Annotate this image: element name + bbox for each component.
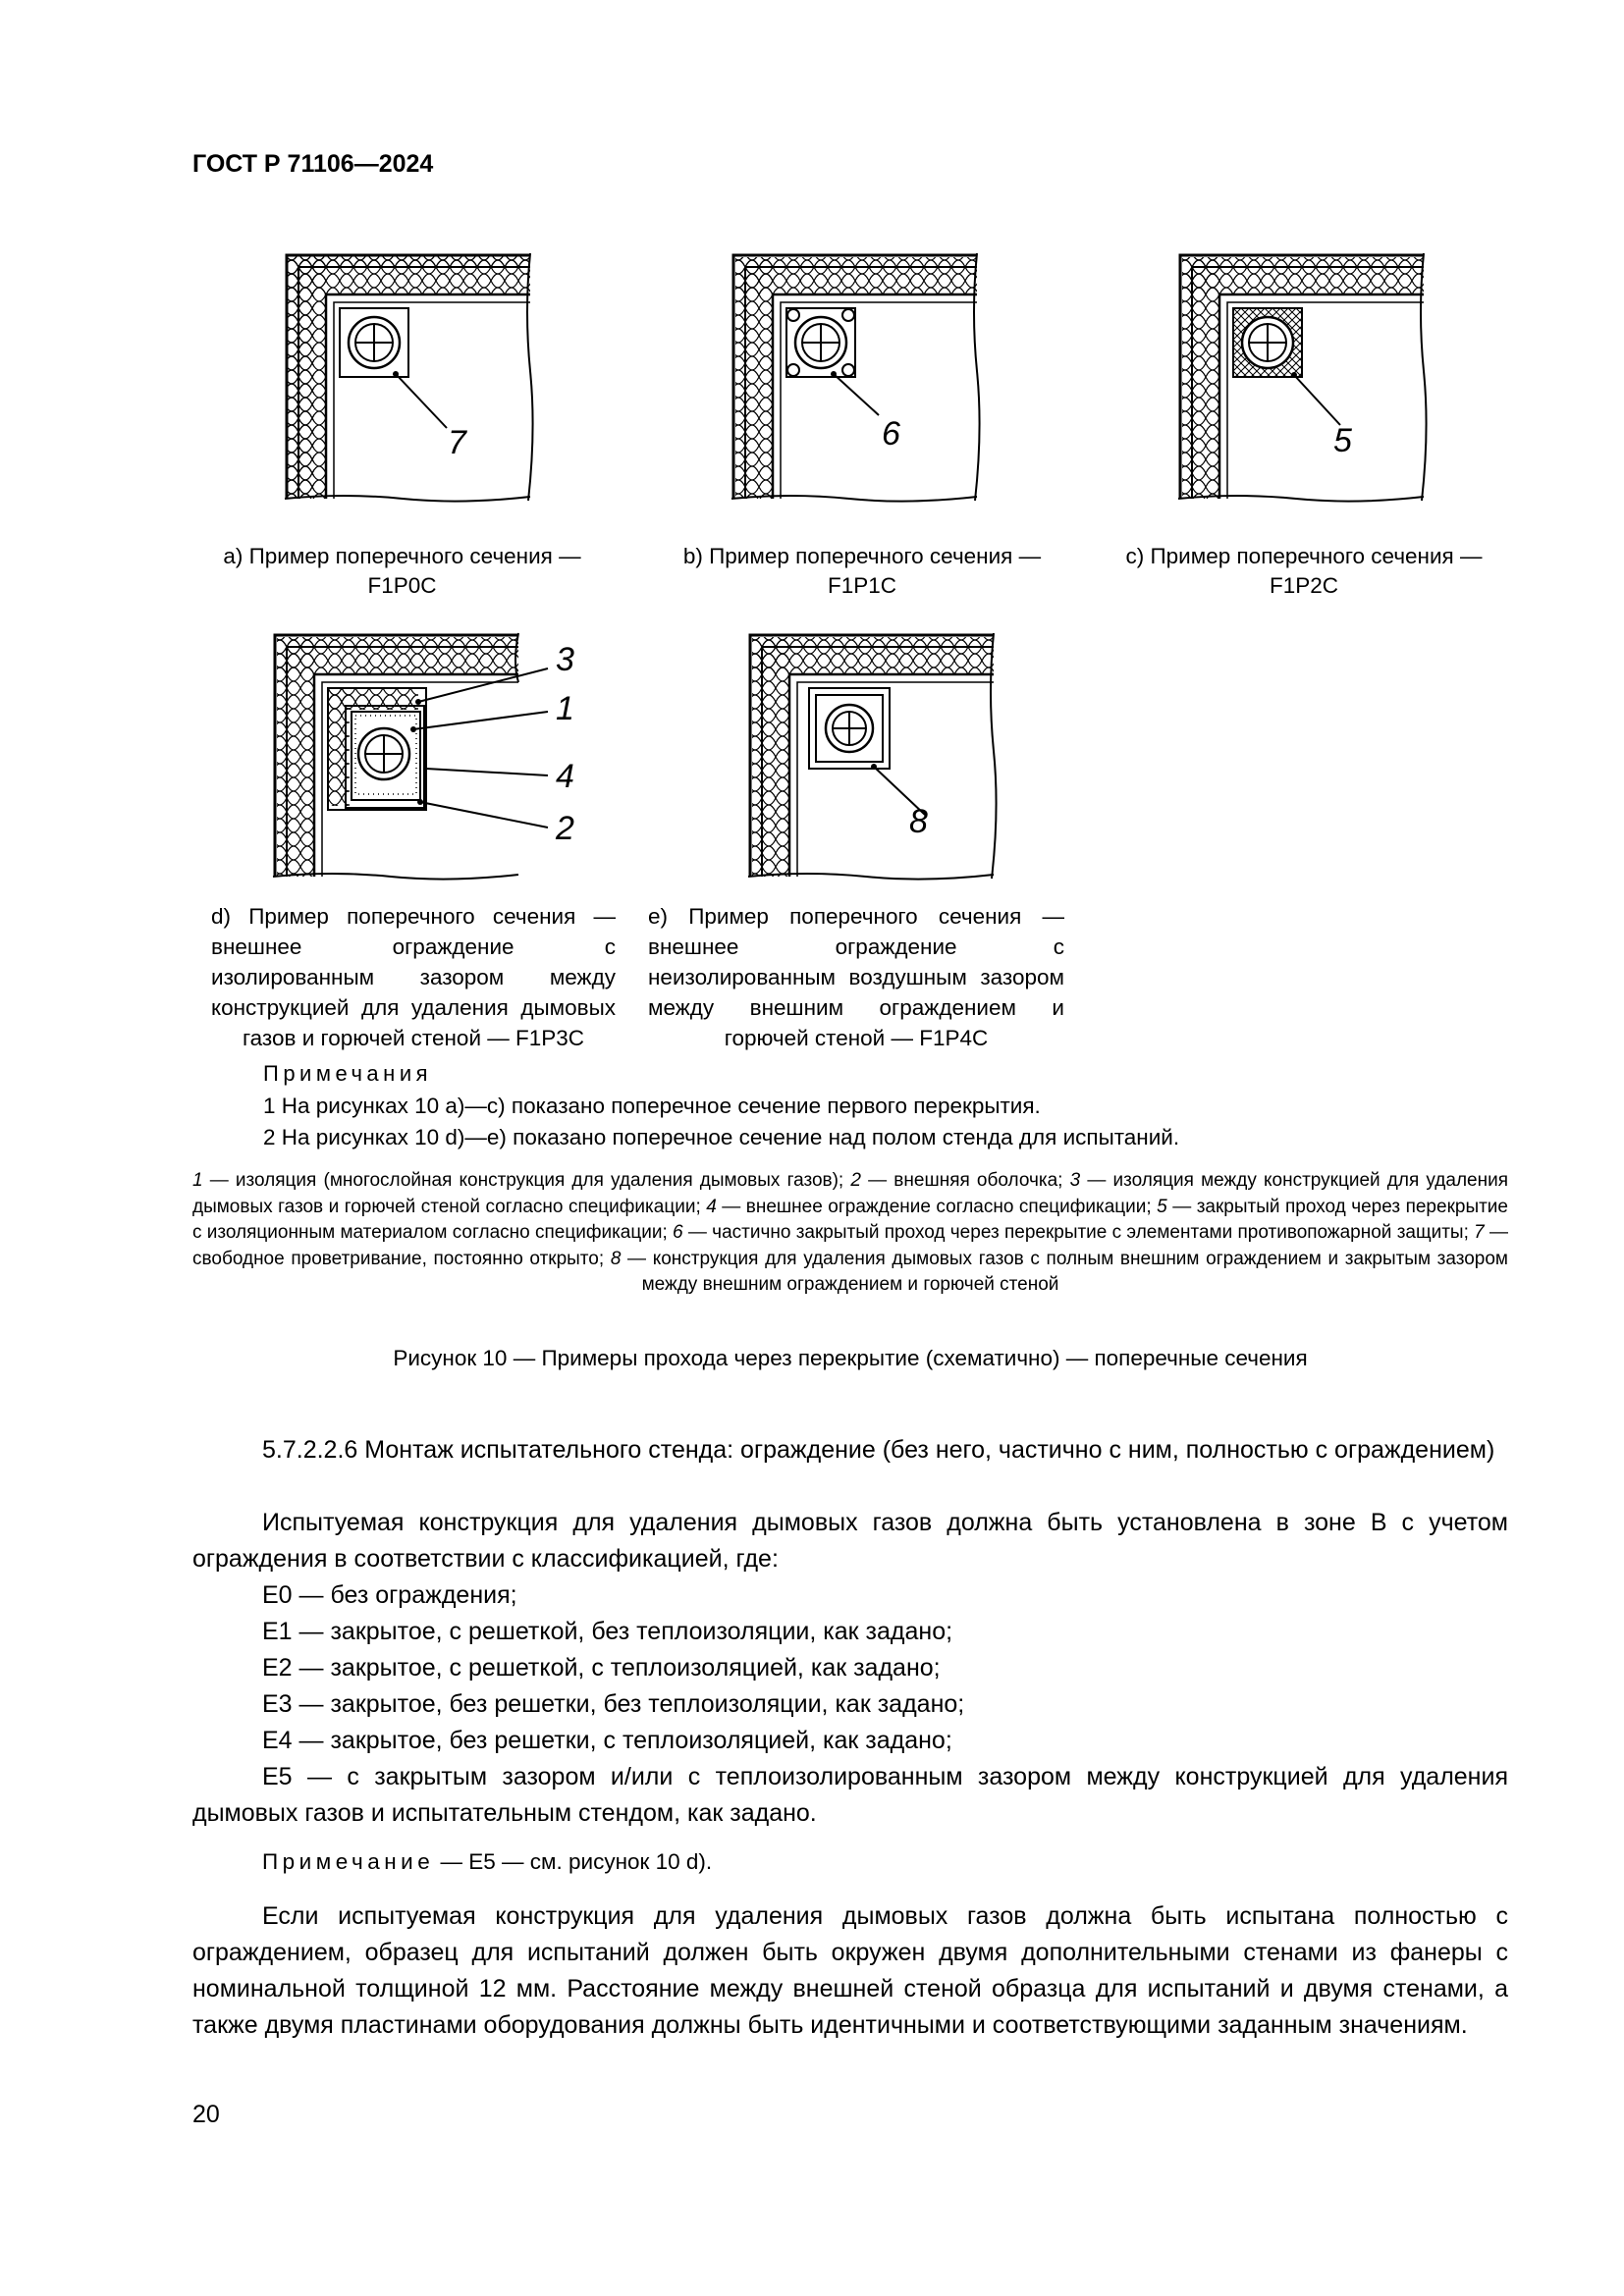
callout-4: 4: [556, 758, 574, 795]
list-item-e1: Е1 — закрытое, с решеткой, без теплоизоляции, как задано;: [262, 1618, 953, 1645]
figure-legend: [192, 1168, 1508, 1299]
section-heading-paragraph: 5.7.2.2.6 Монтаж испытательного стенда: ограждение (без него, частично с ним, полностью с ограждением): [262, 1436, 1495, 1464]
figure-a-diagram: [285, 253, 540, 501]
list-item-e2: Е2 — закрытое, с решеткой, с теплоизоляцией, как задано;: [262, 1654, 941, 1682]
legend-key-2: 2: [850, 1170, 861, 1191]
legend-text-3: — изоляция между конструкцией для удаления дымовых газов и горючей стеной согласно спецификации;: [192, 1170, 1508, 1217]
notes-heading: Примечания: [263, 1061, 433, 1086]
legend-key-3: 3: [1069, 1170, 1081, 1191]
callout-6: 6: [882, 415, 900, 453]
callout-5: 5: [1333, 422, 1352, 459]
figure-e-diagram: [748, 633, 1003, 879]
caption-d: d) Пример поперечного сечения — внешнее ограждение с изолированным зазором между конструкцией для удаления дымовых газов и горючей стеной — F1P3C: [211, 904, 616, 1050]
caption-c: c) Пример поперечного сечения — F1P2C: [1125, 544, 1483, 598]
legend-text-8: — конструкция для удаления дымовых газов с полным внешним ограждением и закрытым зазором между внешним ограждением и горючей стеной: [621, 1248, 1508, 1295]
legend-key-4: 4: [706, 1196, 717, 1217]
intro-paragraph: Испытуемая конструкция для удаления дымовых газов должна быть установлена в зоне В с учетом ограждения в соответствии с классификацией, где:: [192, 1509, 1508, 1573]
callout-7: 7: [448, 424, 466, 461]
legend-key-8: 8: [610, 1248, 622, 1269]
legend-key-5: 5: [1157, 1196, 1167, 1217]
callout-8: 8: [909, 803, 928, 840]
note-2: 2 На рисунках 10 d)—e) показано поперечное сечение над полом стенда для испытаний.: [263, 1125, 1180, 1149]
page-number: 20: [192, 2101, 220, 2128]
callout-2: 2: [556, 810, 574, 847]
legend-key-7: 7: [1474, 1222, 1485, 1243]
e5-note: [262, 1849, 712, 1875]
final-paragraph: Если испытуемая конструкция для удаления дымовых газов должна быть испытана полностью с ограждением, образец для испытаний должен быть окружен двумя дополнительными стенами из фанеры с номинальной толщиной 12 мм. Расстояние между внешней стеной образца для испытаний и двумя стенами, а также двумя пластинами оборудования должны быть идентичными и соответствующими заданным значениям.: [192, 1902, 1508, 2039]
caption-e: e) Пример поперечного сечения — внешнее ограждение с неизолированным воздушным зазором между внешним ограждением и горючей стеной — F1P4C: [648, 904, 1064, 1050]
legend-text-6: — частично закрытый проход через перекрытие с элементами противопожарной защиты;: [682, 1222, 1475, 1243]
legend-text-2: — внешняя оболочка;: [860, 1170, 1070, 1191]
note-label: Примечание: [262, 1849, 435, 1874]
legend-text-4: — внешнее ограждение согласно спецификации;: [716, 1196, 1158, 1217]
legend-key-1: 1: [192, 1170, 203, 1191]
figure-b-diagram: [731, 253, 987, 501]
figure-c-diagram: [1178, 253, 1434, 501]
figure-title: Рисунок 10 — Примеры прохода через перекрытие (схематично) — поперечные сечения: [393, 1346, 1308, 1370]
legend-text-7: — свободное проветривание, постоянно открыто;: [192, 1222, 1509, 1269]
list-item-e4: Е4 — закрытое, без решетки, с теплоизоляцией, как задано;: [262, 1727, 952, 1754]
figure-d-diagram: [273, 633, 597, 879]
list-item-e5: Е5 — с закрытым зазором и/или с теплоизолированным зазором между конструкцией для удаления дымовых газов и испытательным стендом, как задано.: [192, 1763, 1508, 1827]
caption-b: b) Пример поперечного сечения — F1P1C: [682, 544, 1042, 598]
callout-1: 1: [556, 690, 574, 727]
legend-key-6: 6: [673, 1222, 683, 1243]
legend-text-1: — изоляция (многослойная конструкция для удаления дымовых газов);: [202, 1170, 851, 1191]
list-item-e0: Е0 — без ограждения;: [262, 1581, 517, 1609]
note-text: — Е5 — см. рисунок 10 d).: [434, 1849, 713, 1874]
class-list: [262, 1577, 964, 1759]
caption-a: a) Пример поперечного сечения — F1P0C: [223, 544, 581, 598]
list-item-e3: Е3 — закрытое, без решетки, без теплоизоляции, как задано;: [262, 1690, 965, 1718]
legend-text-5: — закрытый проход через перекрытие с изоляционным материалом согласно спецификации;: [192, 1196, 1508, 1243]
document-header: ГОСТ Р 71106—2024: [192, 150, 434, 178]
note-1: 1 На рисунках 10 а)—с) показано поперечное сечение первого перекрытия.: [263, 1094, 1041, 1118]
callout-3: 3: [556, 641, 574, 678]
